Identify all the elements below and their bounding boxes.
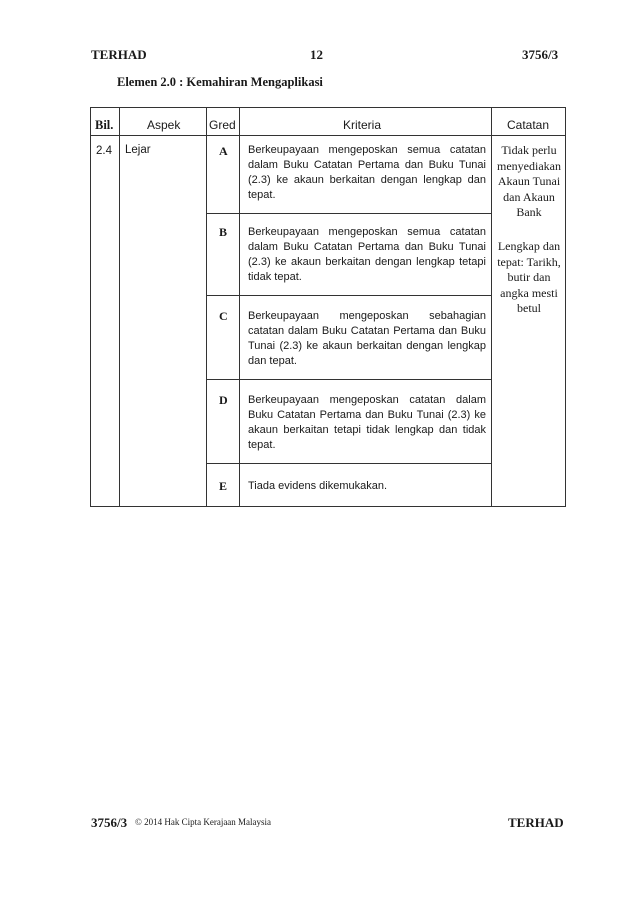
col-divider: [119, 108, 120, 506]
aspek-value: Lejar: [125, 144, 151, 156]
criteria-e: Tiada evidens dikemukakan.: [248, 480, 388, 492]
grade-e: E: [219, 479, 228, 493]
catatan-note-1: Tidak perlu menyediakan Akaun Tunai dan Akaun Bank: [497, 143, 561, 219]
header-aspek: Aspek: [147, 118, 181, 132]
grade-b: B: [219, 225, 228, 239]
row-divider: [206, 463, 491, 464]
header-classification: TERHAD: [91, 47, 147, 62]
bil-value: 2.4: [96, 145, 112, 157]
footer-code: 3756/3: [91, 815, 128, 830]
col-divider: [239, 108, 240, 506]
row-divider: [206, 379, 491, 380]
paper-code: 3756/3: [522, 47, 559, 62]
criteria-d: Berkeupayaan mengeposkan catatan dalam Buku Catatan Pertama dan Buku Tunai (2.3) ke akaun berkaitan tetapi tidak lengkap dan tidak tepat.: [248, 394, 486, 451]
header-gred: Gred: [209, 118, 236, 132]
criteria-b: Berkeupayaan mengeposkan semua catatan dalam Buku Catatan Pertama dan Buku Tunai (2.3) ke akaun berkaitan dengan lengkap tetapi tidak tepat.: [248, 226, 486, 283]
header-divider: [91, 135, 565, 136]
row-divider: [206, 295, 491, 296]
col-divider: [491, 108, 492, 506]
header-kriteria: Kriteria: [343, 118, 382, 132]
header-bil: Bil.: [95, 118, 114, 132]
header-catatan: Catatan: [507, 118, 550, 132]
rubric-table: [90, 107, 566, 507]
footer-classification: TERHAD: [508, 815, 564, 830]
section-title: Elemen 2.0 : Kemahiran Mengaplikasi: [117, 75, 323, 89]
catatan-note-2: Lengkap dan tepat: Tarikh, butir dan angka mesti betul: [497, 239, 561, 315]
page-number: 12: [310, 47, 323, 62]
footer-copyright: © 2014 Hak Cipta Kerajaan Malaysia: [135, 817, 272, 827]
col-divider: [206, 108, 207, 506]
grade-c: C: [219, 309, 228, 323]
row-divider: [206, 213, 491, 214]
grade-d: D: [219, 393, 228, 407]
grade-a: A: [219, 144, 228, 158]
criteria-c: Berkeupayaan mengeposkan sebahagian catatan dalam Buku Catatan Pertama dan Buku Tunai (2.3) ke akaun berkaitan dengan lengkap dan tepat.: [248, 310, 486, 367]
criteria-a: Berkeupayaan mengeposkan semua catatan dalam Buku Catatan Pertama dan Buku Tunai (2.3) ke akaun berkaitan dengan lengkap dan tepat.: [248, 144, 486, 201]
